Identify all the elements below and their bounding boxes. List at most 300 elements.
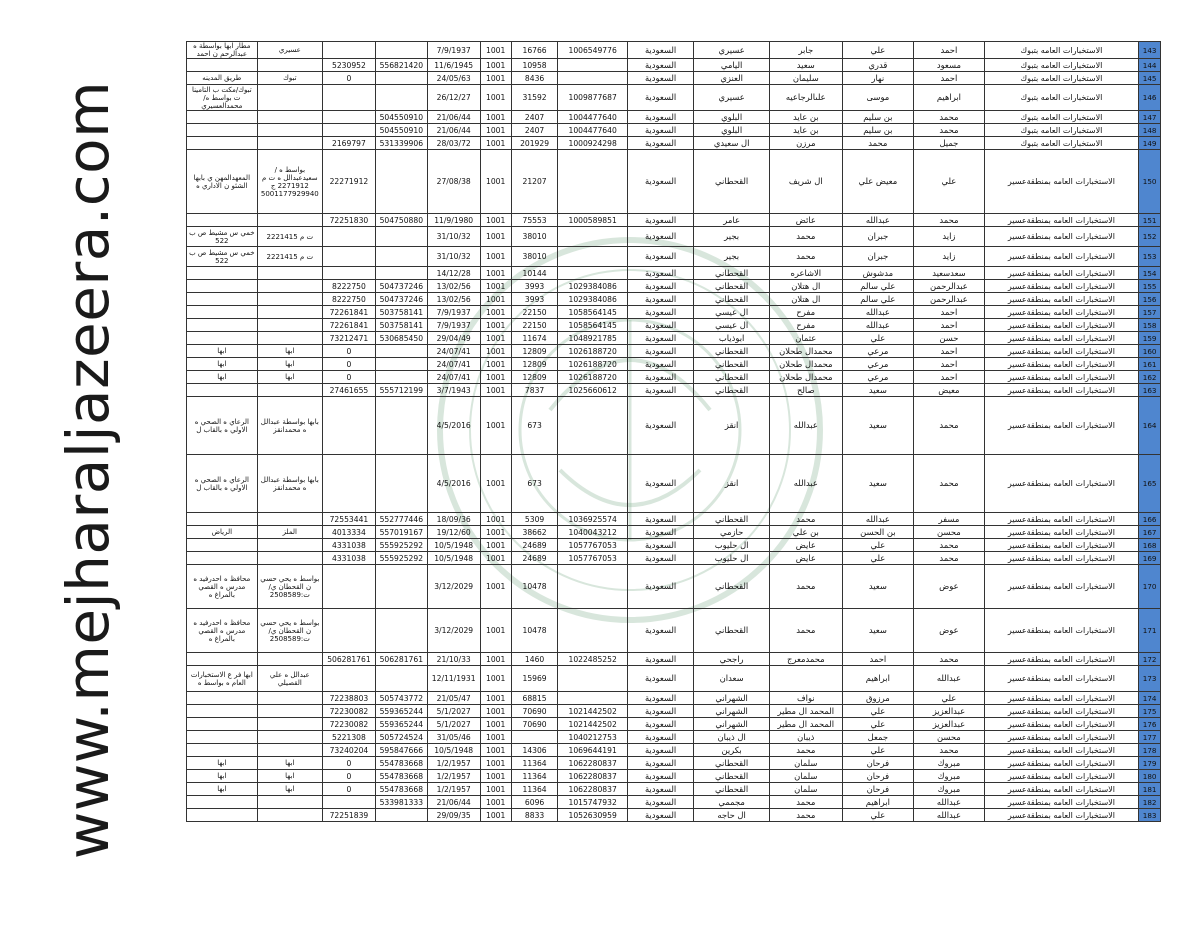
contact-cell xyxy=(257,214,322,227)
id-number-cell: 1069644191 xyxy=(558,744,627,757)
contact-cell xyxy=(257,59,322,72)
table-row xyxy=(187,565,1161,609)
department-cell: الاستخبارات العامه بمنطقةعسير xyxy=(984,214,1139,227)
phone-cell: 72261841 xyxy=(322,319,375,332)
table-row xyxy=(187,137,1161,150)
date-cell: 21/06/44 xyxy=(427,111,480,124)
mobile-cell: 530685450 xyxy=(375,332,427,345)
code-cell: 1001 xyxy=(480,137,511,150)
row-number: 144 xyxy=(1139,59,1161,72)
code-cell: 1001 xyxy=(480,267,511,280)
phone-cell: 4013334 xyxy=(322,526,375,539)
grandfather-name-cell: عبدالله xyxy=(769,397,842,455)
id-number-cell xyxy=(558,150,627,214)
code-cell: 1001 xyxy=(480,345,511,358)
table-row xyxy=(187,267,1161,280)
address-cell xyxy=(187,137,258,150)
nationality-cell: السعودية xyxy=(627,552,693,565)
row-number: 150 xyxy=(1139,150,1161,214)
website-watermark xyxy=(28,80,148,860)
row-number: 169 xyxy=(1139,552,1161,565)
nationality-cell: السعودية xyxy=(627,85,693,111)
id-number-cell: 1062280837 xyxy=(558,770,627,783)
table-row xyxy=(187,42,1161,59)
record-number-cell: 673 xyxy=(511,455,558,513)
table-row xyxy=(187,653,1161,666)
address-cell: تبوك/مكت ب التامينا ت بواسط ه/محمدالعسيري xyxy=(187,85,258,111)
father-name-cell: علي سالم xyxy=(842,293,914,306)
table-row xyxy=(187,526,1161,539)
row-number: 160 xyxy=(1139,345,1161,358)
grandfather-name-cell: محمد xyxy=(769,565,842,609)
father-name-cell: مرزوق xyxy=(842,692,914,705)
nationality-cell: السعودية xyxy=(627,731,693,744)
row-number: 157 xyxy=(1139,306,1161,319)
department-cell: الاستخبارات العامه بمنطقةعسير xyxy=(984,692,1139,705)
date-cell: 28/03/72 xyxy=(427,137,480,150)
grandfather-name-cell: محمدمعرج xyxy=(769,653,842,666)
row-number: 159 xyxy=(1139,332,1161,345)
department-cell: الاستخبارات العامه بمنطقةعسير xyxy=(984,744,1139,757)
father-name-cell: نهار xyxy=(842,72,914,85)
phone-cell xyxy=(322,609,375,653)
record-number-cell: 24689 xyxy=(511,539,558,552)
family-name-cell: القحطاني xyxy=(694,358,770,371)
nationality-cell: السعودية xyxy=(627,397,693,455)
address-cell xyxy=(187,744,258,757)
department-cell: الاستخبارات العامه بتبوك xyxy=(984,124,1139,137)
id-number-cell: 1021442502 xyxy=(558,705,627,718)
record-number-cell: 11674 xyxy=(511,332,558,345)
father-name-cell: علي xyxy=(842,705,914,718)
address-cell xyxy=(187,319,258,332)
nationality-cell: السعودية xyxy=(627,666,693,692)
department-cell: الاستخبارات العامه بمنطقةعسير xyxy=(984,247,1139,267)
date-cell: 4/5/2016 xyxy=(427,455,480,513)
id-number-cell: 1029384086 xyxy=(558,280,627,293)
family-name-cell: عسيري xyxy=(694,42,770,59)
date-cell: 21/05/47 xyxy=(427,692,480,705)
code-cell: 1001 xyxy=(480,319,511,332)
family-name-cell: انقز xyxy=(694,397,770,455)
code-cell: 1001 xyxy=(480,809,511,822)
family-name-cell: القحطاني xyxy=(694,757,770,770)
department-cell: الاستخبارات العامه بمنطقةعسير xyxy=(984,809,1139,822)
table-row xyxy=(187,85,1161,111)
first-name-cell: عبدالله xyxy=(914,809,985,822)
record-number-cell: 2407 xyxy=(511,124,558,137)
code-cell: 1001 xyxy=(480,513,511,526)
family-name-cell: القحطاني xyxy=(694,783,770,796)
family-name-cell: القحطاني xyxy=(694,384,770,397)
row-number: 156 xyxy=(1139,293,1161,306)
row-number: 149 xyxy=(1139,137,1161,150)
contact-cell xyxy=(257,539,322,552)
mobile-cell: 555925292 xyxy=(375,552,427,565)
mobile-cell: 506281761 xyxy=(375,653,427,666)
address-cell: ابها xyxy=(187,371,258,384)
table-row xyxy=(187,513,1161,526)
first-name-cell: مبروك xyxy=(914,770,985,783)
first-name-cell: محسن xyxy=(914,526,985,539)
address-cell xyxy=(187,280,258,293)
phone-cell: 72553441 xyxy=(322,513,375,526)
mobile-cell: 554783668 xyxy=(375,770,427,783)
record-number-cell: 24689 xyxy=(511,552,558,565)
code-cell: 1001 xyxy=(480,744,511,757)
grandfather-name-cell: ال شريف xyxy=(769,150,842,214)
father-name-cell: جبران xyxy=(842,227,914,247)
record-number-cell: 21207 xyxy=(511,150,558,214)
contact-cell: ابها xyxy=(257,770,322,783)
date-cell: 24/07/41 xyxy=(427,358,480,371)
first-name-cell: سعدسعيد xyxy=(914,267,985,280)
phone-cell xyxy=(322,565,375,609)
mobile-cell: 505743772 xyxy=(375,692,427,705)
grandfather-name-cell: نواف xyxy=(769,692,842,705)
department-cell: الاستخبارات العامه بتبوك xyxy=(984,72,1139,85)
father-name-cell: بن سليم xyxy=(842,111,914,124)
date-cell: 29/09/35 xyxy=(427,809,480,822)
date-cell: 3/12/2029 xyxy=(427,565,480,609)
contact-cell xyxy=(257,124,322,137)
first-name-cell: احمد xyxy=(914,72,985,85)
record-number-cell: 11364 xyxy=(511,770,558,783)
mobile-cell: 531339906 xyxy=(375,137,427,150)
department-cell: الاستخبارات العامه بمنطقةعسير xyxy=(984,345,1139,358)
father-name-cell: علي xyxy=(842,552,914,565)
address-cell: محافظ ه احدرفيد ه مدرس ه القصي بالمراغ ه xyxy=(187,565,258,609)
address-cell xyxy=(187,306,258,319)
row-number: 166 xyxy=(1139,513,1161,526)
code-cell: 1001 xyxy=(480,293,511,306)
record-number-cell: 1460 xyxy=(511,653,558,666)
first-name-cell: محمد xyxy=(914,111,985,124)
first-name-cell: محمد xyxy=(914,653,985,666)
record-number-cell: 70690 xyxy=(511,705,558,718)
record-number-cell: 3993 xyxy=(511,293,558,306)
code-cell: 1001 xyxy=(480,455,511,513)
address-cell xyxy=(187,809,258,822)
grandfather-name-cell: جابر xyxy=(769,42,842,59)
id-number-cell: 1025660612 xyxy=(558,384,627,397)
department-cell: الاستخبارات العامه بتبوك xyxy=(984,111,1139,124)
address-cell xyxy=(187,332,258,345)
father-name-cell: ابراهيم xyxy=(842,796,914,809)
family-name-cell: بجير xyxy=(694,227,770,247)
first-name-cell: محمد xyxy=(914,397,985,455)
mobile-cell xyxy=(375,72,427,85)
grandfather-name-cell: عايض xyxy=(769,539,842,552)
contact-cell: ابها xyxy=(257,345,322,358)
father-name-cell: علي xyxy=(842,718,914,731)
id-number-cell: 1026188720 xyxy=(558,371,627,384)
phone-cell: 5221308 xyxy=(322,731,375,744)
date-cell: 12/11/1931 xyxy=(427,666,480,692)
row-number: 177 xyxy=(1139,731,1161,744)
mobile-cell: 504550910 xyxy=(375,124,427,137)
id-number-cell: 1026188720 xyxy=(558,358,627,371)
grandfather-name-cell: بن عايد xyxy=(769,124,842,137)
row-number: 155 xyxy=(1139,280,1161,293)
father-name-cell: علي xyxy=(842,539,914,552)
phone-cell xyxy=(322,124,375,137)
record-number-cell: 70690 xyxy=(511,718,558,731)
code-cell: 1001 xyxy=(480,539,511,552)
code-cell: 1001 xyxy=(480,280,511,293)
id-number-cell: 1006549776 xyxy=(558,42,627,59)
address-cell: محافظ ه احدرفيد ه مدرس ه القصي بالمراغ ه xyxy=(187,609,258,653)
department-cell: الاستخبارات العامه بمنطقةعسير xyxy=(984,293,1139,306)
date-cell: 7/9/1937 xyxy=(427,319,480,332)
table-row xyxy=(187,397,1161,455)
family-name-cell: عامر xyxy=(694,214,770,227)
table-row xyxy=(187,705,1161,718)
contact-cell: عسيري xyxy=(257,42,322,59)
grandfather-name-cell: عائض xyxy=(769,214,842,227)
address-cell xyxy=(187,293,258,306)
code-cell: 1001 xyxy=(480,214,511,227)
address-cell: خمي س مشيط ص ب 522 xyxy=(187,227,258,247)
father-name-cell: جبران xyxy=(842,247,914,267)
family-name-cell: عسيري xyxy=(694,85,770,111)
first-name-cell: محمد xyxy=(914,124,985,137)
nationality-cell: السعودية xyxy=(627,455,693,513)
department-cell: الاستخبارات العامه بمنطقةعسير xyxy=(984,306,1139,319)
grandfather-name-cell: المحمد ال مطير xyxy=(769,718,842,731)
id-number-cell xyxy=(558,397,627,455)
father-name-cell: مرعي xyxy=(842,345,914,358)
id-number-cell: 1052630959 xyxy=(558,809,627,822)
grandfather-name-cell: محمد xyxy=(769,809,842,822)
code-cell: 1001 xyxy=(480,692,511,705)
department-cell: الاستخبارات العامه بتبوك xyxy=(984,85,1139,111)
table-row xyxy=(187,319,1161,332)
family-name-cell: مجممي xyxy=(694,796,770,809)
phone-cell: 0 xyxy=(322,770,375,783)
id-number-cell: 1057767053 xyxy=(558,539,627,552)
department-cell: الاستخبارات العامه بمنطقةعسير xyxy=(984,757,1139,770)
table-row xyxy=(187,72,1161,85)
row-number: 171 xyxy=(1139,609,1161,653)
address-cell: ابها فر ع الاستخبارات العام ه بواسط ه xyxy=(187,666,258,692)
nationality-cell: السعودية xyxy=(627,111,693,124)
table-row xyxy=(187,247,1161,267)
phone-cell: 73240204 xyxy=(322,744,375,757)
row-number: 162 xyxy=(1139,371,1161,384)
record-number-cell: 11364 xyxy=(511,757,558,770)
family-name-cell: الشهراني xyxy=(694,718,770,731)
nationality-cell: السعودية xyxy=(627,384,693,397)
code-cell: 1001 xyxy=(480,85,511,111)
code-cell: 1001 xyxy=(480,565,511,609)
code-cell: 1001 xyxy=(480,653,511,666)
row-number: 147 xyxy=(1139,111,1161,124)
date-cell: 10/5/1948 xyxy=(427,539,480,552)
phone-cell xyxy=(322,247,375,267)
address-cell xyxy=(187,111,258,124)
grandfather-name-cell: مفرح xyxy=(769,306,842,319)
department-cell: الاستخبارات العامه بمنطقةعسير xyxy=(984,150,1139,214)
contact-cell xyxy=(257,653,322,666)
contact-cell xyxy=(257,731,322,744)
date-cell: 14/12/28 xyxy=(427,267,480,280)
date-cell: 10/5/1948 xyxy=(427,744,480,757)
grandfather-name-cell: ال هتلان xyxy=(769,293,842,306)
department-cell: الاستخبارات العامه بمنطقةعسير xyxy=(984,227,1139,247)
record-number-cell: 22150 xyxy=(511,319,558,332)
family-name-cell: ال حليوب xyxy=(694,552,770,565)
record-number-cell: 10144 xyxy=(511,267,558,280)
father-name-cell: احمد xyxy=(842,653,914,666)
table-row xyxy=(187,124,1161,137)
nationality-cell: السعودية xyxy=(627,526,693,539)
record-number-cell: 5309 xyxy=(511,513,558,526)
mobile-cell: 504737246 xyxy=(375,293,427,306)
row-number: 173 xyxy=(1139,666,1161,692)
nationality-cell: السعودية xyxy=(627,42,693,59)
contact-cell xyxy=(257,332,322,345)
grandfather-name-cell: محمد xyxy=(769,609,842,653)
record-number-cell: 16766 xyxy=(511,42,558,59)
id-number-cell xyxy=(558,609,627,653)
record-number-cell: 15969 xyxy=(511,666,558,692)
nationality-cell: السعودية xyxy=(627,124,693,137)
father-name-cell: علي xyxy=(842,744,914,757)
row-number: 168 xyxy=(1139,539,1161,552)
family-name-cell: ابوذياب xyxy=(694,332,770,345)
department-cell: الاستخبارات العامه بمنطقةعسير xyxy=(984,513,1139,526)
row-number: 148 xyxy=(1139,124,1161,137)
contact-cell: بابها بواسطة عبدالل ه محمدانقز xyxy=(257,455,322,513)
phone-cell xyxy=(322,227,375,247)
father-name-cell: فرحان xyxy=(842,783,914,796)
father-name-cell: علي سالم xyxy=(842,280,914,293)
table-row xyxy=(187,770,1161,783)
contact-cell: بابها بواسطة عبدالل ه محمدانقز xyxy=(257,397,322,455)
date-cell: 24/05/63 xyxy=(427,72,480,85)
id-number-cell: 1009877687 xyxy=(558,85,627,111)
address-cell: المعهدالمهن ي بابها الشئو ن الاداري ه xyxy=(187,150,258,214)
father-name-cell: عبدالله xyxy=(842,513,914,526)
phone-cell: 8222750 xyxy=(322,280,375,293)
table-row xyxy=(187,227,1161,247)
id-number-cell: 1026188720 xyxy=(558,345,627,358)
nationality-cell: السعودية xyxy=(627,609,693,653)
mobile-cell: 503758141 xyxy=(375,319,427,332)
phone-cell: 0 xyxy=(322,783,375,796)
table-row xyxy=(187,214,1161,227)
father-name-cell: سعيد xyxy=(842,565,914,609)
grandfather-name-cell: سليمان xyxy=(769,72,842,85)
nationality-cell: السعودية xyxy=(627,214,693,227)
grandfather-name-cell: محمد xyxy=(769,227,842,247)
nationality-cell: السعودية xyxy=(627,809,693,822)
id-number-cell: 1036925574 xyxy=(558,513,627,526)
code-cell: 1001 xyxy=(480,397,511,455)
first-name-cell: محمد xyxy=(914,539,985,552)
contact-cell xyxy=(257,293,322,306)
id-number-cell: 1058564145 xyxy=(558,306,627,319)
family-name-cell: القحطاني xyxy=(694,770,770,783)
code-cell: 1001 xyxy=(480,705,511,718)
row-number: 182 xyxy=(1139,796,1161,809)
family-name-cell: الشهراني xyxy=(694,692,770,705)
grandfather-name-cell: مفرح xyxy=(769,319,842,332)
row-number: 172 xyxy=(1139,653,1161,666)
family-name-cell: القحطاني xyxy=(694,371,770,384)
mobile-cell: 559365244 xyxy=(375,718,427,731)
table-row xyxy=(187,744,1161,757)
table-row xyxy=(187,280,1161,293)
contact-cell xyxy=(257,85,322,111)
records-table xyxy=(186,41,1161,886)
nationality-cell: السعودية xyxy=(627,565,693,609)
code-cell: 1001 xyxy=(480,731,511,744)
department-cell: الاستخبارات العامه بمنطقةعسير xyxy=(984,783,1139,796)
phone-cell xyxy=(322,111,375,124)
row-number: 158 xyxy=(1139,319,1161,332)
father-name-cell: بن الحسن xyxy=(842,526,914,539)
first-name-cell: عبدالله xyxy=(914,666,985,692)
first-name-cell: مبروك xyxy=(914,783,985,796)
id-number-cell: 1000589851 xyxy=(558,214,627,227)
department-cell: الاستخبارات العامه بمنطقةعسير xyxy=(984,397,1139,455)
row-number: 153 xyxy=(1139,247,1161,267)
mobile-cell: 503758141 xyxy=(375,306,427,319)
contact-cell xyxy=(257,809,322,822)
phone-cell: 72230082 xyxy=(322,718,375,731)
date-cell: 11/6/1945 xyxy=(427,59,480,72)
nationality-cell: السعودية xyxy=(627,72,693,85)
id-number-cell xyxy=(558,247,627,267)
id-number-cell xyxy=(558,59,627,72)
first-name-cell: جميل xyxy=(914,137,985,150)
record-number-cell: 75553 xyxy=(511,214,558,227)
record-number-cell: 10478 xyxy=(511,609,558,653)
nationality-cell: السعودية xyxy=(627,59,693,72)
address-cell xyxy=(187,692,258,705)
code-cell: 1001 xyxy=(480,770,511,783)
phone-cell: 72261841 xyxy=(322,306,375,319)
contact-cell: عبدالل ه علي القصيلي xyxy=(257,666,322,692)
address-cell: الرياض xyxy=(187,526,258,539)
grandfather-name-cell: سلمان xyxy=(769,757,842,770)
department-cell: الاستخبارات العامه بمنطقةعسير xyxy=(984,280,1139,293)
grandfather-name-cell: مرزن xyxy=(769,137,842,150)
phone-cell xyxy=(322,267,375,280)
contact-cell xyxy=(257,111,322,124)
row-number: 145 xyxy=(1139,72,1161,85)
first-name-cell: احمد xyxy=(914,358,985,371)
grandfather-name-cell: محمد xyxy=(769,513,842,526)
id-number-cell xyxy=(558,72,627,85)
address-cell xyxy=(187,705,258,718)
family-name-cell: حازمي xyxy=(694,526,770,539)
table-row xyxy=(187,384,1161,397)
family-name-cell: الشهراني xyxy=(694,705,770,718)
mobile-cell xyxy=(375,397,427,455)
first-name-cell: محمد xyxy=(914,744,985,757)
father-name-cell: مدشوش xyxy=(842,267,914,280)
nationality-cell: السعودية xyxy=(627,757,693,770)
department-cell: الاستخبارات العامه بمنطقةعسير xyxy=(984,358,1139,371)
family-name-cell: ال حليوب xyxy=(694,539,770,552)
mobile-cell xyxy=(375,358,427,371)
record-number-cell: 201929 xyxy=(511,137,558,150)
row-number: 170 xyxy=(1139,565,1161,609)
contact-cell: بواسط ه /سعيدعبدالل ه ت م 2271912 ج 5001177929940 xyxy=(257,150,322,214)
